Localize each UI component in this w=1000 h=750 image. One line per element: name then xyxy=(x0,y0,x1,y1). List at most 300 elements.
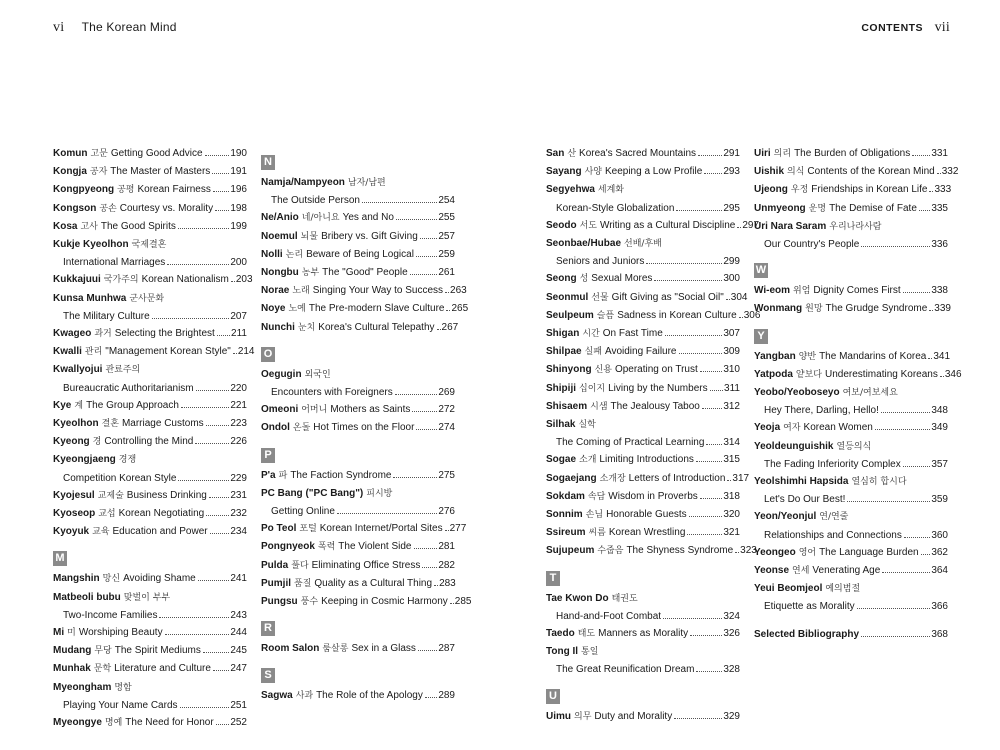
entry-title: Manners as Morality xyxy=(598,628,689,640)
toc-entry[interactable] xyxy=(754,282,948,300)
toc-entry[interactable] xyxy=(754,562,948,580)
dot-leader xyxy=(861,246,930,247)
toc-entry[interactable] xyxy=(546,451,740,469)
entry-korean-term: 여자 xyxy=(783,423,801,434)
toc-entry[interactable] xyxy=(261,174,455,209)
left-running-title: The Korean Mind xyxy=(81,20,177,34)
entry-romanized-term: Sonnim xyxy=(546,509,583,521)
toc-entry[interactable] xyxy=(754,218,948,253)
dot-leader xyxy=(215,210,229,211)
toc-entry[interactable] xyxy=(546,398,740,416)
toc-entry[interactable] xyxy=(754,145,948,163)
toc-entry-subline xyxy=(546,200,740,217)
entry-title: The Grudge Syndrome xyxy=(825,303,928,315)
entry-title: The Good Spirits xyxy=(100,220,176,232)
entry-page-number: 333 xyxy=(934,184,952,196)
entry-romanized-term: Yangban xyxy=(754,350,796,362)
toc-entry-subline xyxy=(546,434,740,451)
toc-entry[interactable] xyxy=(261,228,455,246)
toc-entry-line xyxy=(546,451,740,469)
entry-korean-term: 연세 xyxy=(792,566,810,577)
toc-entry[interactable] xyxy=(53,505,247,523)
entry-title: The Violent Side xyxy=(338,541,412,553)
entry-page-number: 221 xyxy=(230,399,247,411)
toc-entry[interactable] xyxy=(261,246,455,264)
entry-korean-term: 문학 xyxy=(93,664,112,675)
dot-leader xyxy=(921,554,931,555)
toc-entry-line xyxy=(53,624,247,642)
entry-subtitle: The Coming of Practical Learning xyxy=(556,437,705,449)
entry-page-number: 234 xyxy=(230,526,247,538)
entry-korean-term: 경쟁 xyxy=(118,455,137,466)
entry-romanized-term: Kunsa Munhwa xyxy=(53,292,127,304)
entry-romanized-term: Tae Kwon Do xyxy=(546,592,609,604)
bibliography-entry[interactable] xyxy=(754,626,948,643)
toc-entry-line xyxy=(546,343,740,361)
toc-entry[interactable] xyxy=(53,570,247,588)
dot-leader xyxy=(847,501,930,502)
toc-entry[interactable] xyxy=(53,679,247,714)
entry-romanized-term: Kyeongjaeng xyxy=(53,454,116,466)
bibliography-label: Selected Bibliography xyxy=(754,628,860,640)
toc-entry[interactable] xyxy=(261,467,455,485)
dot-leader xyxy=(919,210,930,211)
entry-romanized-term: Nolli xyxy=(261,248,283,260)
entry-title: Korea's Cultural Telepathy xyxy=(318,321,435,333)
entry-korean-term: 십이지 xyxy=(579,383,606,394)
entry-title: Yes and No xyxy=(342,212,394,224)
dot-leader xyxy=(698,155,722,156)
entry-romanized-term: Sokdam xyxy=(546,490,585,502)
entry-page-number: 207 xyxy=(230,310,247,322)
entry-subtitle: Getting Online xyxy=(271,506,335,518)
toc-entry[interactable] xyxy=(261,366,455,401)
dot-leader xyxy=(213,191,229,192)
toc-entry-subline xyxy=(53,308,247,325)
toc-entry[interactable] xyxy=(53,181,247,199)
toc-entry[interactable] xyxy=(754,163,959,181)
toc-entry[interactable] xyxy=(261,282,467,300)
dot-leader xyxy=(181,407,229,408)
entry-page-number: 300 xyxy=(723,273,740,285)
entry-subtitle: Hand-and-Foot Combat xyxy=(556,610,662,622)
entry-subtitle: The Fading Inferiority Complex xyxy=(764,458,901,470)
toc-entry-line xyxy=(546,416,740,434)
toc-entry-line xyxy=(53,236,247,254)
entry-korean-term: 눈치 xyxy=(297,322,316,333)
dot-leader xyxy=(674,718,722,719)
toc-entry[interactable] xyxy=(53,660,247,678)
entry-romanized-term: Kongja xyxy=(53,166,87,178)
toc-entry-line xyxy=(546,398,740,416)
toc-entry[interactable] xyxy=(261,419,455,437)
entry-korean-term: 태도 xyxy=(577,629,596,640)
toc-entry[interactable] xyxy=(546,270,740,288)
entry-romanized-term: Tong Il xyxy=(546,646,579,658)
entry-romanized-term: Sujupeum xyxy=(546,545,595,557)
toc-entry[interactable] xyxy=(546,361,740,379)
left-page-number: vi xyxy=(53,20,65,35)
entry-korean-term: 열심히 합시다 xyxy=(851,477,907,488)
entry-subtitle: Our Country's People xyxy=(764,239,860,251)
toc-entry-line xyxy=(53,570,247,588)
toc-entry[interactable] xyxy=(754,181,952,199)
left-page-header xyxy=(53,20,177,36)
entry-title: Contents of the Korean Mind xyxy=(807,166,935,178)
toc-entry[interactable] xyxy=(546,145,740,163)
dot-leader xyxy=(735,552,739,553)
entry-title: Worshiping Beauty xyxy=(78,627,163,639)
toc-entry[interactable] xyxy=(754,508,948,543)
entry-romanized-term: Pumjil xyxy=(261,577,292,589)
toc-entry[interactable] xyxy=(754,438,948,473)
entry-korean-term: 예의범절 xyxy=(825,584,861,595)
entry-korean-term: 선배/후배 xyxy=(624,239,662,250)
entry-korean-term: 씨름 xyxy=(588,528,606,539)
toc-entry[interactable] xyxy=(546,217,760,235)
entry-romanized-term: Uimu xyxy=(546,710,571,722)
dot-leader xyxy=(425,697,437,698)
entry-korean-term: 위엄 xyxy=(793,286,811,297)
toc-entry[interactable] xyxy=(754,580,948,615)
entry-romanized-term: San xyxy=(546,148,565,159)
toc-entry[interactable] xyxy=(53,397,247,415)
toc-entry[interactable] xyxy=(754,419,948,437)
toc-entry[interactable] xyxy=(53,325,247,343)
entry-romanized-term: Yeolshimhi Hapsida xyxy=(754,476,849,488)
right-page-header xyxy=(861,20,950,36)
dot-leader xyxy=(213,670,229,671)
entry-korean-term: 어머니 xyxy=(301,405,328,416)
toc-entry[interactable] xyxy=(546,235,740,270)
dot-leader xyxy=(445,530,449,531)
toc-entry[interactable] xyxy=(261,485,455,520)
dot-leader xyxy=(437,329,441,330)
dot-leader xyxy=(180,707,230,708)
entry-korean-term: 온돌 xyxy=(292,423,311,434)
entry-page-number: 251 xyxy=(230,699,247,711)
section-letter: R xyxy=(261,621,275,636)
entry-korean-term: 노래 xyxy=(292,286,310,297)
toc-entry[interactable] xyxy=(754,366,962,384)
toc-entry[interactable] xyxy=(546,325,740,343)
toc-entry[interactable] xyxy=(53,433,247,451)
entry-page-number: 311 xyxy=(724,382,740,394)
toc-entry[interactable] xyxy=(261,520,467,538)
toc-entry[interactable] xyxy=(53,487,247,505)
toc-entry[interactable] xyxy=(546,416,740,451)
toc-entry[interactable] xyxy=(546,289,748,307)
toc-entry-line xyxy=(261,282,467,300)
entry-korean-term: 신용 xyxy=(594,365,612,376)
dot-leader xyxy=(690,635,722,636)
entry-title: The "Good" People xyxy=(322,267,408,279)
toc-entry[interactable] xyxy=(754,300,951,318)
entry-page-number: 349 xyxy=(931,422,948,434)
dot-leader xyxy=(663,618,722,619)
dot-leader xyxy=(937,173,941,174)
entry-page-number: 321 xyxy=(723,527,740,539)
entry-title: Beware of Being Logical xyxy=(306,248,414,260)
toc-entry[interactable] xyxy=(546,708,740,726)
dot-leader xyxy=(700,371,723,372)
entry-page-number: 346 xyxy=(944,368,962,380)
toc-entry[interactable] xyxy=(53,624,247,642)
entry-title: The Role of the Apology xyxy=(316,690,423,702)
toc-entry[interactable] xyxy=(546,380,740,398)
entry-title: Keeping a Low Profile xyxy=(604,166,703,178)
toc-entry-line xyxy=(546,506,740,524)
toc-entry-subline xyxy=(754,527,948,544)
entry-page-number: 306 xyxy=(743,309,761,321)
dot-leader xyxy=(195,443,229,444)
toc-entry-line xyxy=(261,246,455,264)
entry-korean-term: 결혼 xyxy=(101,419,119,430)
entry-page-number: 196 xyxy=(230,184,247,196)
entry-title: The Shyness Syndrome xyxy=(626,545,734,557)
right-running-title: CONTENTS xyxy=(861,22,924,34)
toc-entry[interactable] xyxy=(53,145,247,163)
section-letter: N xyxy=(261,155,275,170)
toc-entry[interactable] xyxy=(261,300,469,318)
dot-leader xyxy=(165,634,230,635)
entry-romanized-term: Omeoni xyxy=(261,404,299,416)
dot-leader xyxy=(418,650,437,651)
toc-entry-line xyxy=(53,145,247,163)
entry-romanized-term: Noemul xyxy=(261,230,298,242)
toc-entry[interactable] xyxy=(53,361,247,396)
entry-korean-term: 통일 xyxy=(581,647,599,658)
section-letter: W xyxy=(755,264,767,277)
toc-entry[interactable] xyxy=(754,544,948,562)
entry-subtitle: The Great Reunification Dream xyxy=(556,664,695,676)
toc-entry-line xyxy=(53,660,247,678)
entry-romanized-term: Myeongham xyxy=(53,681,112,693)
entry-title: Writing as a Cultural Discipline xyxy=(599,219,736,231)
entry-page-number: 282 xyxy=(438,559,455,571)
toc-entry-line xyxy=(546,361,740,379)
toc-entry-subline xyxy=(546,608,740,625)
toc-entry[interactable] xyxy=(261,401,455,419)
section-letter: M xyxy=(53,551,67,566)
toc-entry[interactable] xyxy=(546,181,740,216)
toc-entry-line xyxy=(546,235,740,253)
section-letter: O xyxy=(261,347,275,362)
entry-romanized-term: Oegugin xyxy=(261,368,302,380)
entry-korean-term: 뇌물 xyxy=(300,231,319,242)
entry-page-number: 272 xyxy=(438,404,455,416)
entry-page-number: 211 xyxy=(231,328,247,340)
entry-romanized-term: Uri Nara Saram xyxy=(754,220,827,232)
entry-korean-term: 수줍음 xyxy=(597,546,624,557)
toc-entry-line xyxy=(261,538,455,556)
toc-entry[interactable] xyxy=(53,218,247,236)
toc-entry-line xyxy=(53,415,247,433)
entry-title: On Fast Time xyxy=(602,328,663,340)
toc-entry[interactable] xyxy=(546,470,750,488)
toc-entry-line xyxy=(261,520,467,538)
toc-entry-line xyxy=(53,714,247,732)
toc-entry[interactable] xyxy=(261,593,472,611)
toc-entry-line xyxy=(53,487,247,505)
dot-leader xyxy=(416,256,437,257)
toc-entry[interactable] xyxy=(546,163,740,181)
entry-romanized-term: Kyeolhon xyxy=(53,418,99,430)
toc-entry[interactable] xyxy=(53,163,247,181)
entry-title: Korean Nationalism xyxy=(141,274,229,286)
dot-leader xyxy=(206,515,229,516)
entry-page-number: 341 xyxy=(933,350,951,362)
toc-entry[interactable] xyxy=(754,348,951,366)
entry-romanized-term: Shisaem xyxy=(546,400,588,412)
entry-romanized-term: Kwageo xyxy=(53,328,92,340)
dot-leader xyxy=(737,227,741,228)
toc-entry[interactable] xyxy=(261,640,455,658)
toc-entry[interactable] xyxy=(546,542,757,560)
toc-entry-line xyxy=(53,218,247,236)
dot-leader xyxy=(912,155,930,156)
toc-entry-line xyxy=(261,401,455,419)
toc-entry[interactable] xyxy=(261,319,459,337)
toc-entry[interactable] xyxy=(261,687,455,705)
toc-entry[interactable] xyxy=(754,473,948,508)
entry-page-number: 198 xyxy=(230,202,247,214)
dot-leader xyxy=(216,724,230,725)
toc-entry-line xyxy=(546,708,740,726)
toc-entry[interactable] xyxy=(53,642,247,660)
entry-title: The Mandarins of Korea xyxy=(819,350,927,362)
toc-entry[interactable] xyxy=(261,264,455,282)
entry-romanized-term: Mi xyxy=(53,627,65,639)
entry-title: Quality as a Cultural Thing xyxy=(314,577,433,589)
toc-entry-line xyxy=(53,505,247,523)
toc-entry-line xyxy=(754,282,948,300)
toc-entry-subline xyxy=(261,384,455,401)
toc-entry[interactable] xyxy=(53,290,247,325)
entry-page-number: 276 xyxy=(438,506,455,518)
toc-entry[interactable] xyxy=(261,538,455,556)
dot-leader xyxy=(362,202,437,203)
toc-entry[interactable] xyxy=(53,343,255,361)
toc-entry-line xyxy=(546,307,761,325)
entry-romanized-term: Uishik xyxy=(754,166,785,178)
toc-entry[interactable] xyxy=(261,209,455,227)
toc-entry[interactable] xyxy=(261,575,455,593)
toc-entry-subline xyxy=(53,254,247,271)
entry-page-number: 362 xyxy=(931,546,948,558)
toc-entry[interactable] xyxy=(546,625,740,643)
entry-subtitle: Relationships and Connections xyxy=(764,529,902,541)
entry-korean-term: 명예 xyxy=(104,718,123,729)
entry-romanized-term: Kyoyuk xyxy=(53,526,90,538)
toc-entry[interactable] xyxy=(53,271,253,289)
entry-title: Korea's Sacred Mountains xyxy=(579,148,697,159)
dot-leader xyxy=(676,210,722,211)
entry-korean-term: 관료주의 xyxy=(105,365,141,376)
entry-title: Dignity Comes First xyxy=(813,285,901,297)
entry-title: Gift Giving as "Social Oil" xyxy=(611,291,724,303)
dot-leader xyxy=(861,636,930,637)
toc-entry-line xyxy=(754,438,948,456)
entry-korean-term: 선물 xyxy=(591,292,609,303)
toc-entry[interactable] xyxy=(754,384,948,419)
entry-title: Duty and Morality xyxy=(594,710,673,722)
toc-entry[interactable] xyxy=(546,524,740,542)
toc-entry[interactable] xyxy=(546,643,740,678)
entry-subtitle: Encounters with Foreigners xyxy=(271,387,393,399)
dot-leader xyxy=(929,310,933,311)
toc-entry[interactable] xyxy=(53,589,247,624)
toc-entry[interactable] xyxy=(546,590,740,625)
dot-leader xyxy=(396,219,437,220)
entry-title: Bribery vs. Gift Giving xyxy=(321,230,418,242)
dot-leader xyxy=(679,353,723,354)
entry-romanized-term: Taedo xyxy=(546,628,575,640)
section-letter: T xyxy=(546,571,560,586)
toc-entry-line xyxy=(261,593,472,611)
entry-page-number: 332 xyxy=(941,166,959,178)
toc-entry-line xyxy=(754,145,948,163)
entry-title: Korean Negotiating xyxy=(118,508,205,520)
toc-entry-line xyxy=(754,544,948,562)
toc-entry[interactable] xyxy=(53,714,247,732)
entry-korean-term: 의식 xyxy=(787,167,805,178)
toc-entry-line xyxy=(754,366,962,384)
entry-page-number: 297 xyxy=(742,219,760,231)
toc-entry[interactable] xyxy=(53,236,247,271)
entry-page-number: 364 xyxy=(931,565,948,577)
entry-korean-term: 속담 xyxy=(587,491,606,502)
toc-entry[interactable] xyxy=(754,200,948,218)
entry-romanized-term: Ne/Anio xyxy=(261,212,299,224)
dot-leader xyxy=(727,480,731,481)
toc-entry[interactable] xyxy=(546,488,740,506)
toc-entry[interactable] xyxy=(53,451,247,486)
toc-entry[interactable] xyxy=(546,343,740,361)
entry-title: Getting Good Advice xyxy=(110,148,203,159)
toc-entry-subline xyxy=(546,661,740,678)
entry-title: Korean Fairness xyxy=(137,184,211,196)
entry-page-number: 190 xyxy=(230,148,247,159)
toc-entry[interactable] xyxy=(53,523,247,541)
toc-entry-line xyxy=(546,542,757,560)
dot-leader xyxy=(875,429,930,430)
entry-korean-term: 망신 xyxy=(102,574,121,585)
entry-korean-term: 시간 xyxy=(582,329,600,340)
entry-page-number: 317 xyxy=(732,472,750,484)
dot-leader xyxy=(710,390,723,391)
dot-leader xyxy=(210,533,230,534)
toc-entry[interactable] xyxy=(261,557,455,575)
dot-leader xyxy=(696,461,722,462)
entry-korean-term: 포털 xyxy=(299,524,317,535)
toc-entry[interactable] xyxy=(546,506,740,524)
toc-entry[interactable] xyxy=(546,307,761,325)
entry-page-number: 287 xyxy=(438,643,455,655)
entry-romanized-term: P'a xyxy=(261,469,276,481)
toc-entry-line xyxy=(53,271,253,289)
entry-page-number: 247 xyxy=(230,663,247,675)
entry-romanized-term: Shigan xyxy=(546,328,580,340)
toc-entry[interactable] xyxy=(53,200,247,218)
entry-page-number: 231 xyxy=(230,489,247,501)
toc-entry[interactable] xyxy=(53,415,247,433)
entry-page-number: 191 xyxy=(230,166,247,178)
entry-korean-term: 원망 xyxy=(805,304,823,315)
dot-leader xyxy=(706,444,722,445)
entry-korean-term: 여보/여보세요 xyxy=(842,388,898,399)
entry-korean-term: 풍수 xyxy=(300,597,319,608)
